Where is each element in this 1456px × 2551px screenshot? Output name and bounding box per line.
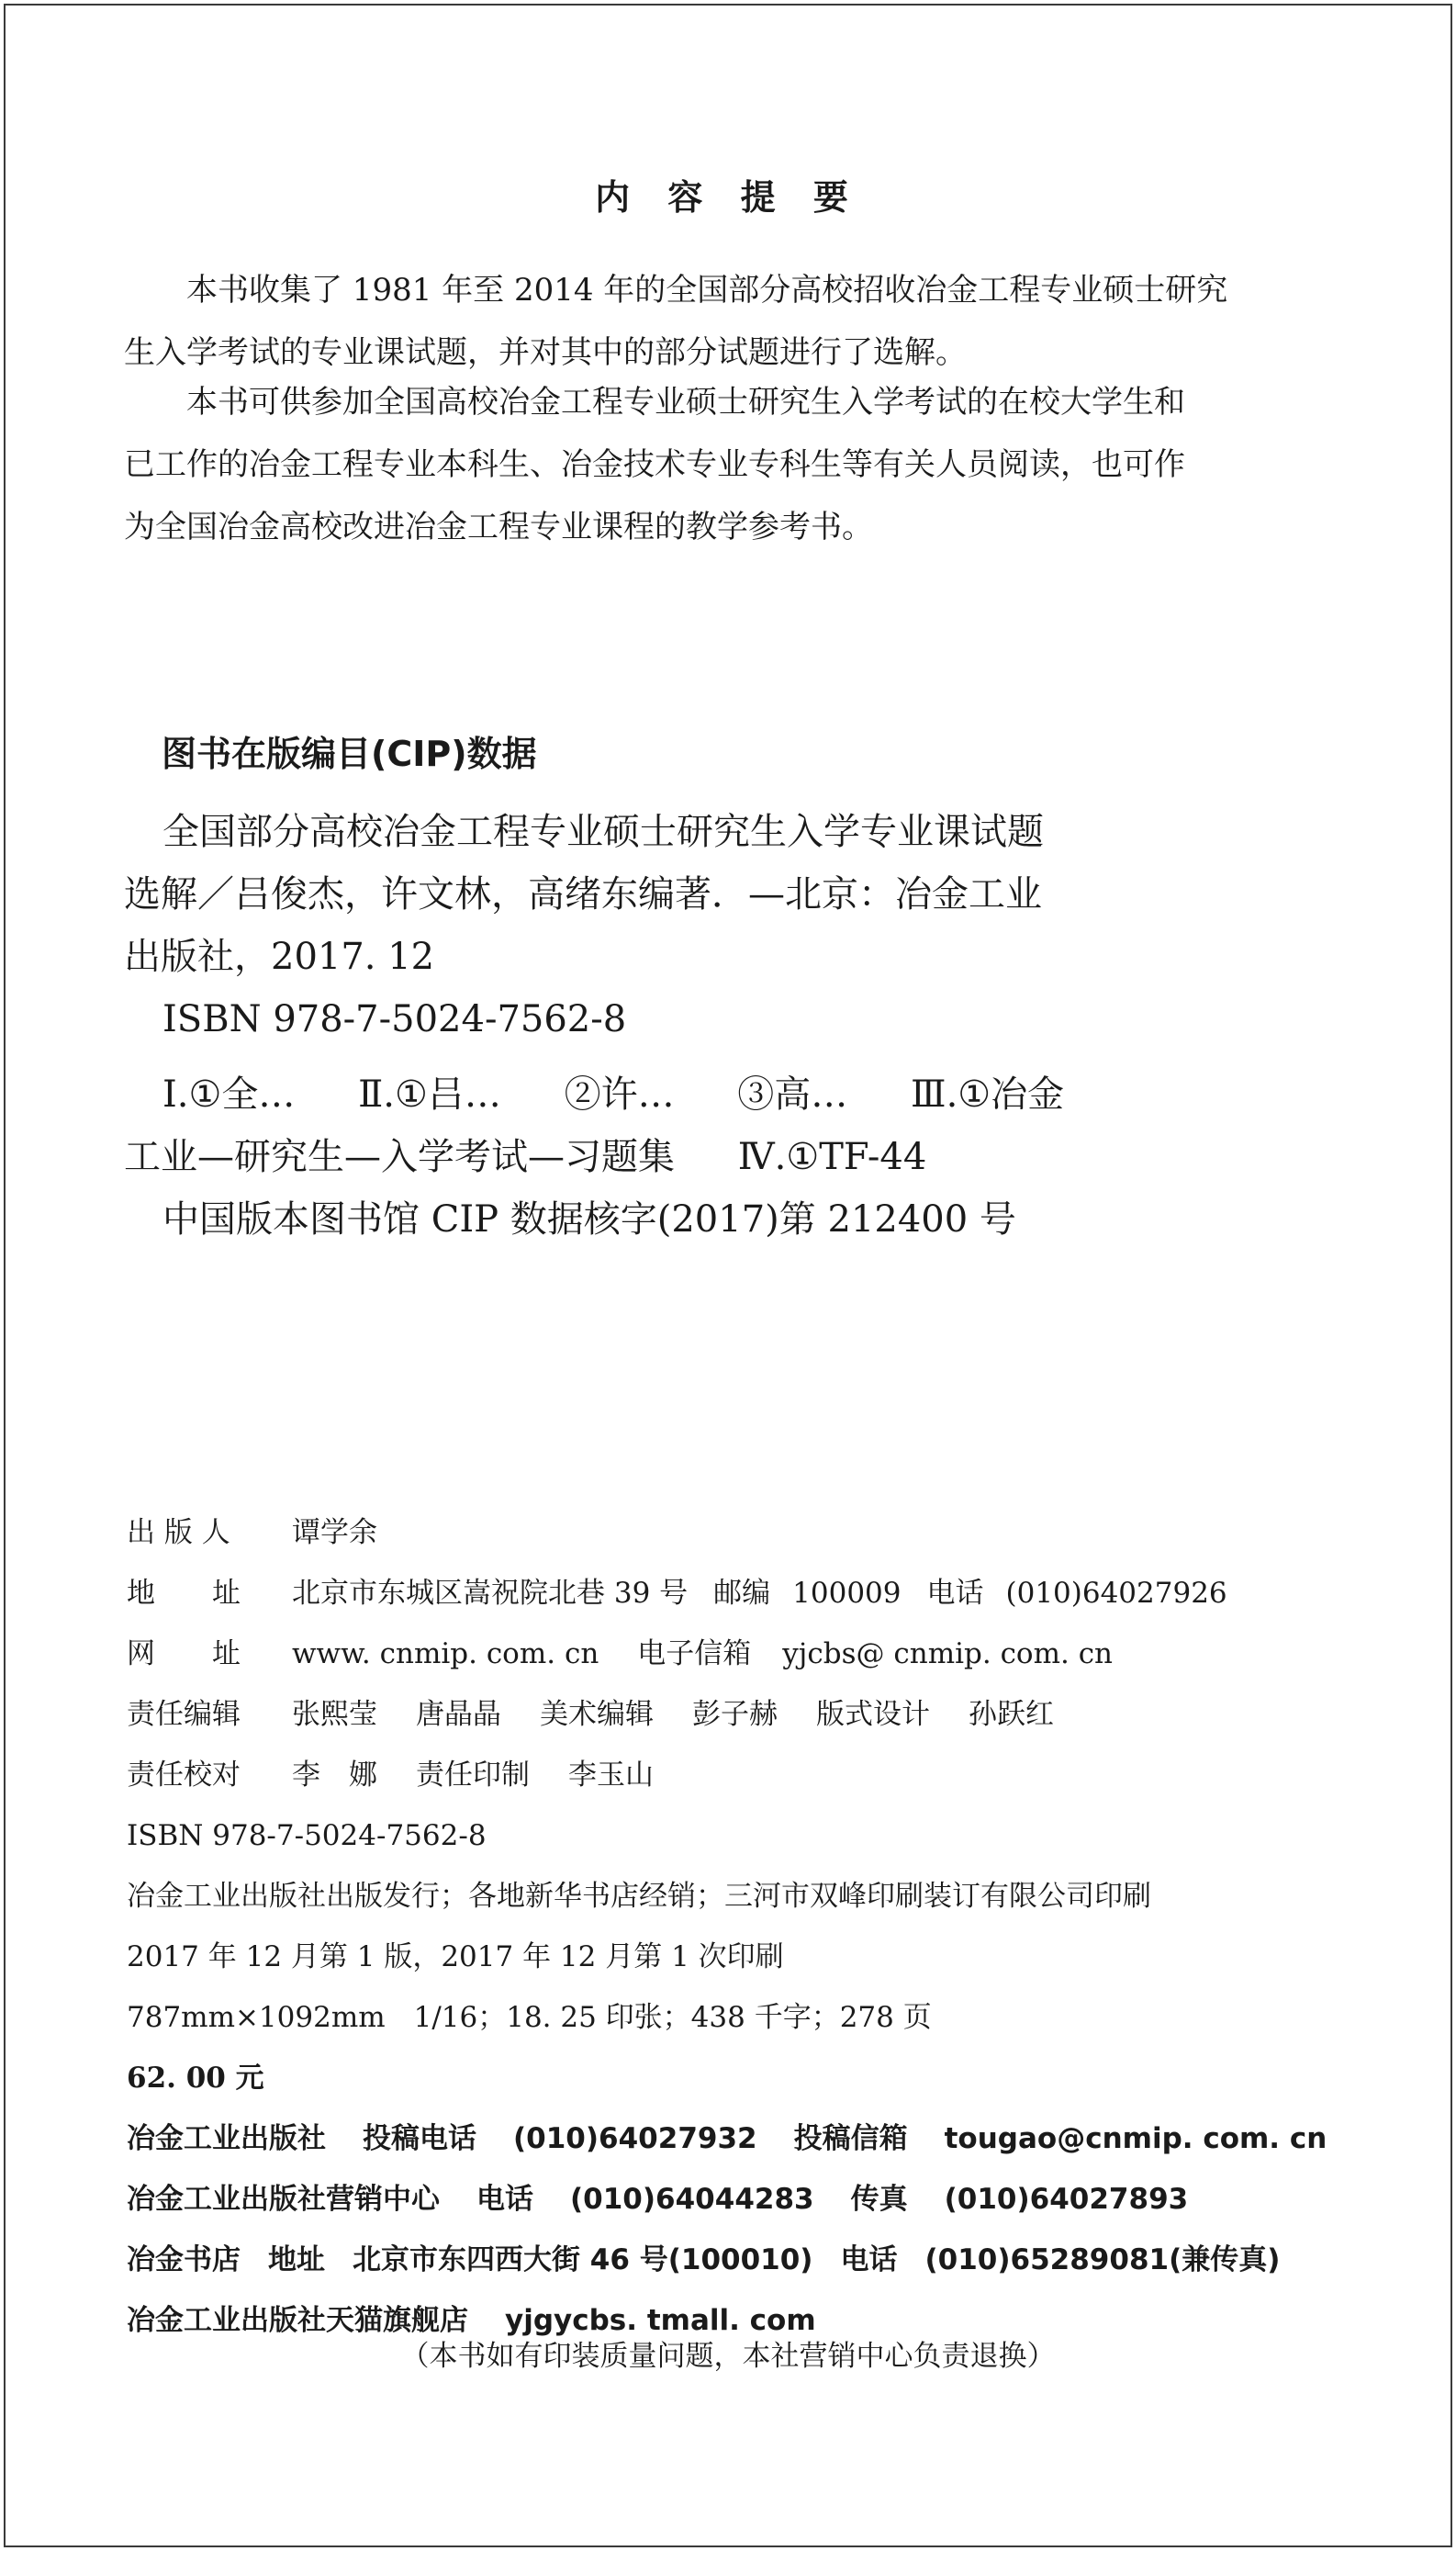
cip-class: Ⅰ.①全…: [162, 1073, 296, 1116]
cip-title-line: 全国部分高校冶金工程专业硕士研究生入学专业课试题: [162, 811, 1044, 853]
address-label: 地 址: [127, 1577, 241, 1610]
contact-value: yjgycbs. tmall. com: [505, 2304, 816, 2337]
contact-row-bookstore: [127, 2230, 1338, 2290]
colophon-isbn: ISBN 978-7-5024-7562-8: [127, 1819, 487, 1852]
cip-classes-line-2: [124, 1126, 1317, 1188]
contact-org: 冶金工业出版社天猫旗舰店: [127, 2304, 468, 2337]
cip-class: ③高…: [737, 1073, 848, 1116]
publisher-row: [127, 1502, 1338, 1563]
postcode-label: 邮编: [713, 1577, 771, 1610]
contact-value: tougao@cnmip. com. cn: [944, 2122, 1327, 2155]
paragraph-line: 已工作的冶金工程专业本科生、冶金技术专业专科生等有关人员阅读，也可作: [124, 446, 1185, 483]
contact-row-marketing: [127, 2169, 1338, 2230]
contact-org: 冶金工业出版社营销中心: [127, 2183, 440, 2216]
contact-label: 地址: [268, 2243, 325, 2276]
edition-line: 2017 年 12 月第 1 版，2017 年 12 月第 1 次印刷: [127, 1940, 784, 1973]
postcode-value: 100009: [792, 1577, 902, 1610]
contact-org: 冶金书店: [127, 2243, 241, 2276]
paragraph-line: 本书可供参加全国高校冶金工程专业硕士研究生入学考试的在校大学生和: [186, 384, 1185, 421]
publisher-name: 谭学余: [292, 1516, 377, 1549]
summary-title: 内 容 提 要: [595, 176, 861, 218]
price: 62. 00 元: [127, 2062, 264, 2095]
spacer: [124, 1051, 1317, 1063]
address-row: [127, 1563, 1338, 1624]
print-manager-name: 李玉山: [568, 1759, 654, 1792]
cip-title-line: 选解／吕俊杰，许文林，高绪东编著．—北京：冶金工业: [124, 873, 1042, 916]
website-value: www. cnmip. com. cn: [292, 1637, 599, 1670]
paragraph-line: 为全国冶金高校改进冶金工程专业课程的教学参考书。: [124, 509, 873, 545]
contact-label: 传真: [850, 2183, 908, 2216]
proofreader-label: 责任校对: [127, 1759, 241, 1792]
colophon: [127, 1502, 1338, 2351]
contact-label: 电话: [476, 2183, 533, 2216]
publisher-label: 出 版 人: [127, 1516, 230, 1549]
layout-designer-label: 版式设计: [816, 1698, 930, 1731]
cip-class: Ⅱ.①吕…: [358, 1073, 501, 1116]
cip-title-line: 出版社，2017. 12: [124, 936, 435, 978]
cip-record: 中国版本图书馆 CIP 数据核字(2017)第 212400 号: [162, 1198, 1016, 1241]
email-label: 电子信箱: [637, 1637, 752, 1670]
phone-value: (010)64027926: [1005, 1577, 1227, 1610]
paragraph-line: 本书收集了 1981 年至 2014 年的全国部分高校招收冶金工程专业硕士研究: [186, 272, 1228, 309]
website-label: 网 址: [127, 1637, 241, 1670]
editor-name: 张熙莹: [292, 1698, 377, 1731]
cip-class: Ⅳ.①TF-44: [737, 1136, 927, 1178]
contact-value: (010)64027932: [513, 2122, 757, 2155]
art-editor-label: 美术编辑: [540, 1698, 654, 1731]
art-editor-name: 彭子赫: [692, 1698, 778, 1731]
contact-org: 冶金工业出版社: [127, 2122, 326, 2155]
summary-paragraph-2: [124, 371, 1308, 558]
cip-class: 工业—研究生—入学考试—习题集: [124, 1136, 675, 1178]
contact-label: 投稿信箱: [793, 2122, 908, 2155]
contact-row-submissions: [127, 2108, 1338, 2169]
contact-value: 北京市东四西大街 46 号(100010): [353, 2243, 813, 2276]
print-manager-label: 责任印制: [416, 1759, 530, 1792]
paragraph-line: 生入学考试的专业课试题，并对其中的部分试题进行了选解。: [124, 334, 967, 371]
cip-class: ②许…: [564, 1073, 675, 1116]
editor-label: 责任编辑: [127, 1698, 241, 1731]
cip-block: [124, 801, 1317, 1251]
summary-paragraph-1: [124, 259, 1308, 384]
cip-classes-line-1: [124, 1063, 1317, 1126]
cip-class: Ⅲ.①冶金: [911, 1073, 1065, 1116]
editor-name: 唐晶晶: [416, 1698, 501, 1731]
contact-value: (010)64044283: [570, 2183, 814, 2216]
website-row: [127, 1624, 1338, 1684]
contact-label: 电话: [840, 2243, 898, 2276]
layout-designer-name: 孙跃红: [969, 1698, 1054, 1731]
cip-isbn: ISBN 978-7-5024-7562-8: [162, 998, 627, 1040]
quality-notice: （本书如有印装质量问题，本社营销中心负责退换）: [400, 2340, 1056, 2373]
distribution-line: 冶金工业出版社出版发行；各地新华书店经销；三河市双峰印刷装订有限公司印刷: [127, 1880, 1151, 1913]
editors-row: [127, 1684, 1338, 1745]
proof-row: [127, 1745, 1338, 1805]
address-value: 北京市东城区嵩祝院北巷 39 号: [292, 1577, 689, 1610]
contact-value: (010)64027893: [944, 2183, 1189, 2216]
phone-label: 电话: [926, 1577, 984, 1610]
specs-line: 787mm×1092mm 1/16；18. 25 印张；438 千字；278 页: [127, 2001, 932, 2034]
cip-header: 图书在版编目(CIP)数据: [162, 734, 537, 774]
email-value: yjcbs@ cnmip. com. cn: [782, 1637, 1114, 1670]
contact-label: 投稿电话: [363, 2122, 476, 2155]
proofreader-name: 李 娜: [292, 1759, 377, 1792]
contact-value: (010)65289081(兼传真): [924, 2243, 1281, 2276]
